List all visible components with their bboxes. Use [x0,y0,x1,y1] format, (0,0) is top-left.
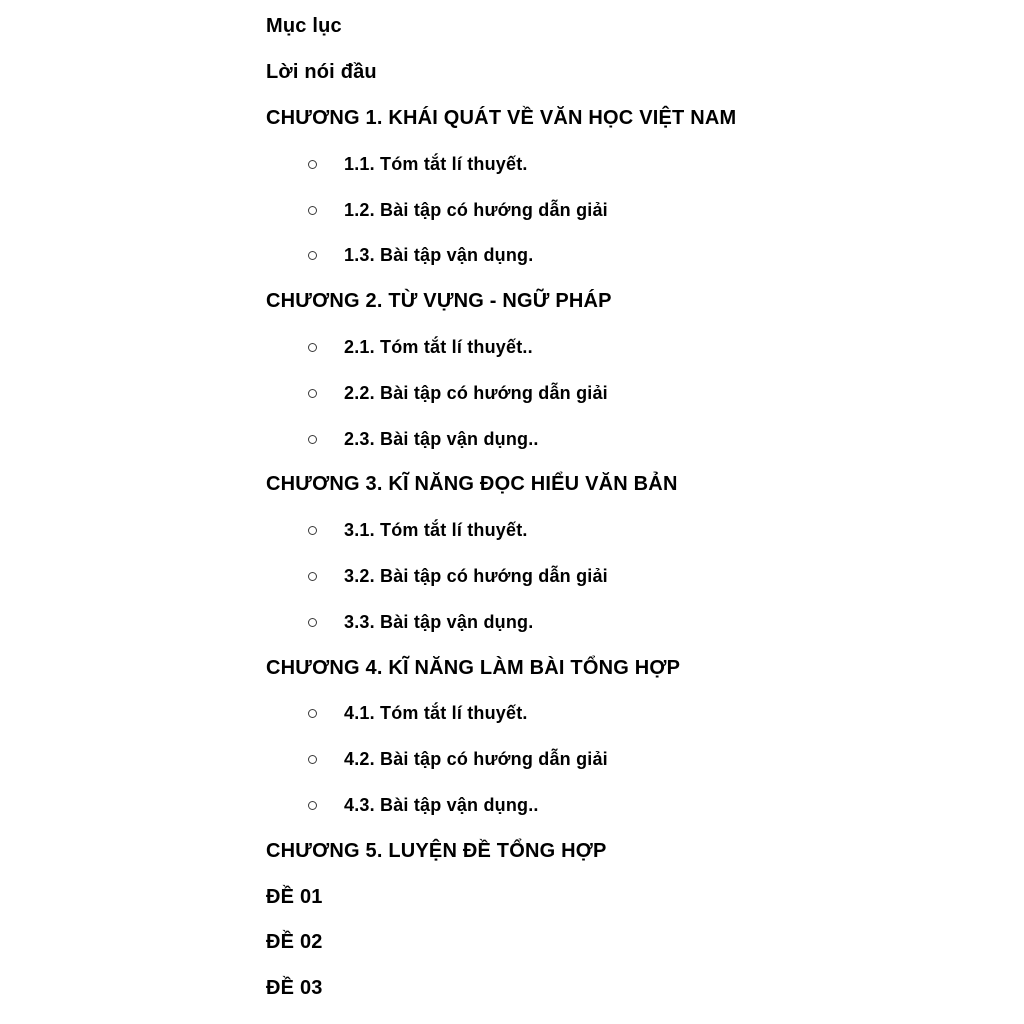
toc-entry-4-2 [266,737,984,783]
toc-entry-3-1 [266,508,984,554]
toc-entry-label: 1.1. Tóm tắt lí thuyết. [344,153,528,174]
toc-entry-chapter-3 [266,462,984,508]
circle-bullet-icon [308,206,317,215]
circle-bullet-icon [308,435,317,444]
circle-bullet-icon [308,709,317,718]
toc-title [266,4,984,50]
toc-entry-2-1 [266,325,984,371]
circle-bullet-icon [308,618,317,627]
circle-bullet-icon [308,251,317,260]
toc-entry-label: 4.3. Bài tập vận dụng.. [344,794,539,815]
toc-entry-chapter-4 [266,645,984,691]
toc-entry-label: CHƯƠNG 3. KĨ NĂNG ĐỌC HIỂU VĂN BẢN [266,473,678,496]
toc-entry-chapter-1 [266,96,984,142]
toc-entry-1-3 [266,233,984,279]
toc-entry-label: ĐỀ 03 [266,977,323,1000]
toc-entry-label: 3.2. Bài tập có hướng dẫn giải [344,565,608,586]
toc-entry-4-1 [266,691,984,737]
toc-entry-4-3 [266,783,984,829]
toc-entry-chapter-5 [266,828,984,874]
toc-entry-label: 2.1. Tóm tắt lí thuyết.. [344,336,533,357]
toc-entry-2-2 [266,370,984,416]
circle-bullet-icon [308,389,317,398]
toc-title-label: Mục lục [266,15,342,38]
toc-entry-label: ĐỀ 01 [266,885,323,908]
circle-bullet-icon [308,526,317,535]
circle-bullet-icon [308,801,317,810]
toc-entry-de-02 [266,920,984,966]
toc-entry-label: Lời nói đầu [266,61,377,84]
toc-entry-chapter-2 [266,279,984,325]
circle-bullet-icon [308,343,317,352]
circle-bullet-icon [308,160,317,169]
toc-entry-label: 4.2. Bài tập có hướng dẫn giải [344,749,608,770]
toc-entry-3-2 [266,554,984,600]
toc-entry-label: 2.3. Bài tập vận dụng.. [344,428,539,449]
toc-entry-label: 1.2. Bài tập có hướng dẫn giải [344,199,608,220]
toc-entry-label: CHƯƠNG 1. KHÁI QUÁT VỀ VĂN HỌC VIỆT NAM [266,106,737,129]
circle-bullet-icon [308,755,317,764]
toc-entry-de-03 [266,966,984,1012]
toc-entry-3-3 [266,599,984,645]
toc-entry-label: ĐỀ 02 [266,931,323,954]
toc-entry-label: 2.2. Bài tập có hướng dẫn giải [344,382,608,403]
toc-entry-de-01 [266,874,984,920]
toc-entry-label: CHƯƠNG 5. LUYỆN ĐỀ TỔNG HỢP [266,839,607,862]
circle-bullet-icon [308,572,317,581]
toc-entry-2-3 [266,416,984,462]
toc-entry-label: CHƯƠNG 4. KĨ NĂNG LÀM BÀI TỔNG HỢP [266,656,681,679]
toc-entry-foreword [266,50,984,96]
toc-entry-1-2 [266,187,984,233]
toc-entry-label: 3.3. Bài tập vận dụng. [344,611,534,632]
toc-entry-label: CHƯƠNG 2. TỪ VỰNG - NGỮ PHÁP [266,290,612,313]
toc-entry-label: 1.3. Bài tập vận dụng. [344,245,534,266]
toc-entry-1-1 [266,141,984,187]
toc-entry-label: 3.1. Tóm tắt lí thuyết. [344,520,528,541]
toc-entry-label: 4.1. Tóm tắt lí thuyết. [344,703,528,724]
